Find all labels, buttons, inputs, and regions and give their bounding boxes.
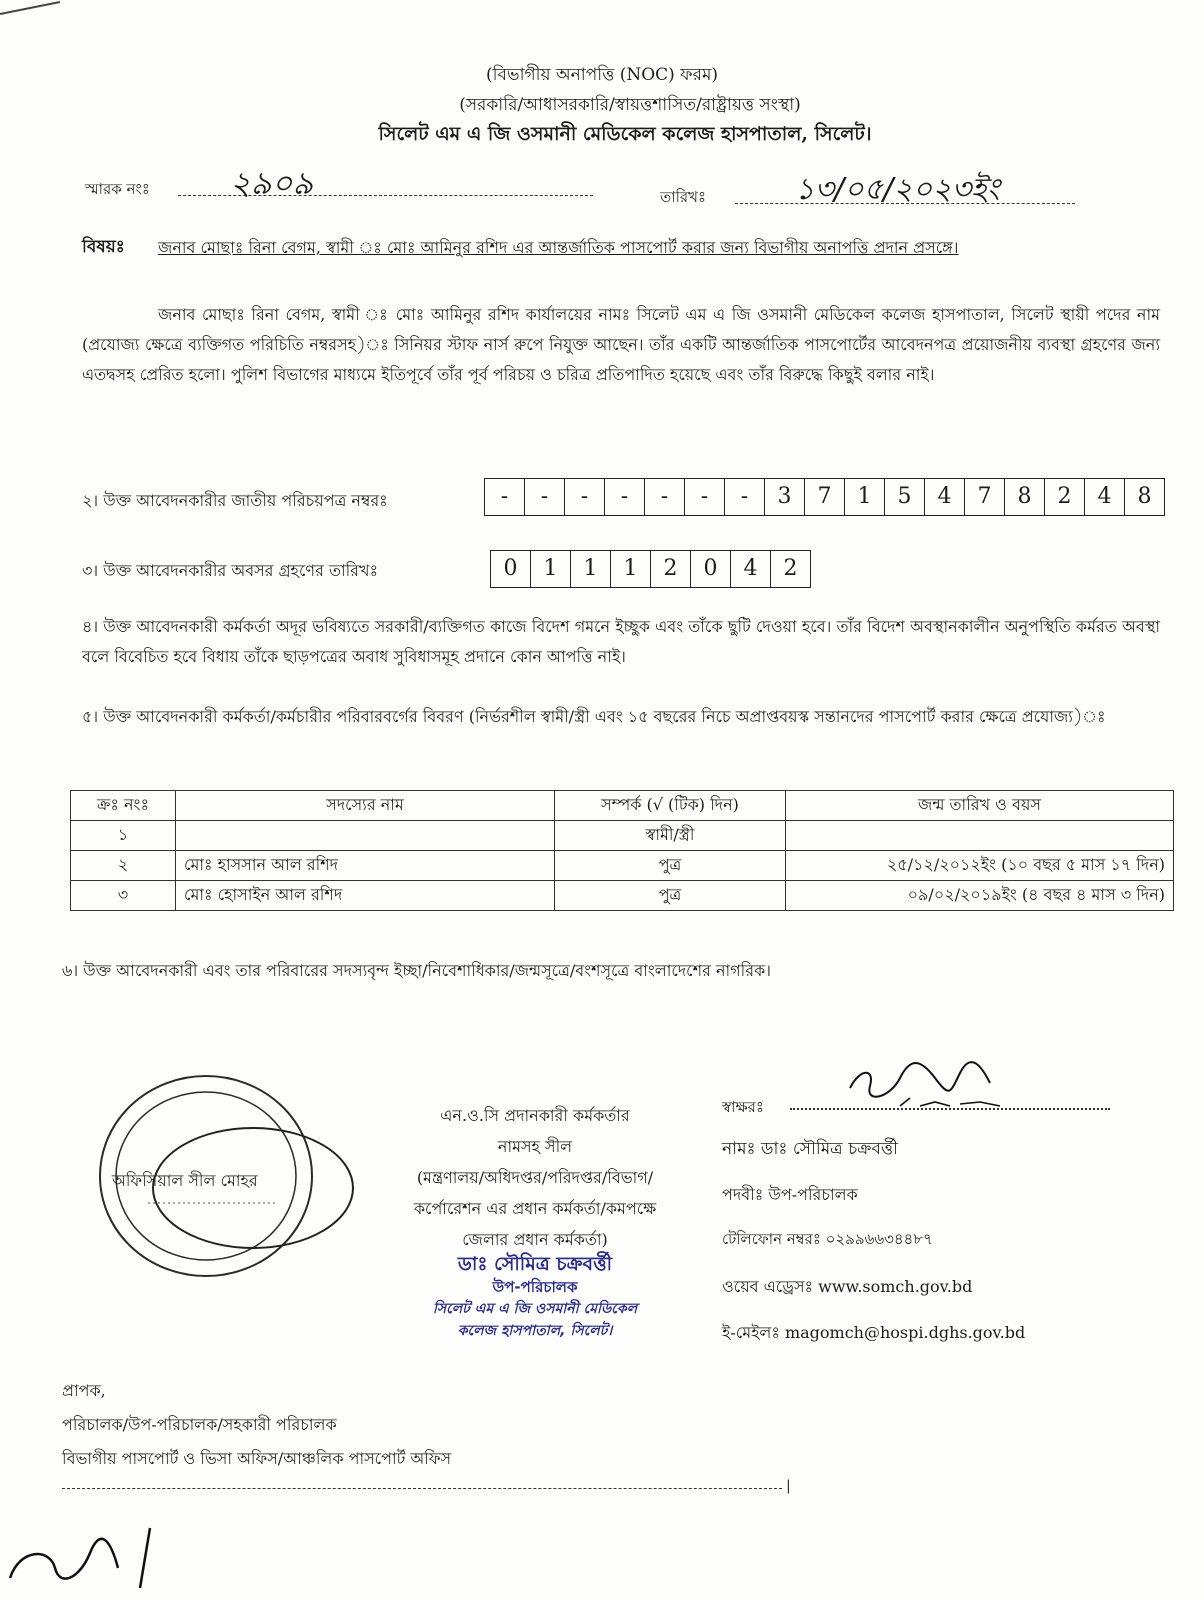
stamp-institution: সিলেট এম এ জি ওসমানী মেডিকেল: [432, 1301, 638, 1317]
retire-digit: 1: [570, 550, 610, 588]
handwritten-note-icon: [0, 1508, 200, 1600]
stamp-name: ডাঃ সৌমিত্র চক্রবর্ত্তী: [457, 1253, 613, 1275]
subject-text: জনাব মোছাঃ রিনা বেগম, স্বামী ঃ মোঃ আমিনুর রশিদ এর আন্তর্জাতিক পাসপোর্ট করার জন্য বিভাগীয় অনাপত্তি প্রদান প্রসঙ্গে।: [158, 238, 959, 257]
family-table: [70, 790, 1174, 911]
retire-digit: 4: [730, 550, 770, 588]
nid-label: ২। উক্ত আবেদনকারীর জাতীয় পরিচয়পত্র নম্বরঃ: [82, 491, 388, 510]
nid-digit: 2: [1044, 478, 1084, 516]
noc-officer-line: এন.ও.সি প্রদানকারী কর্মকর্তার: [440, 1106, 630, 1125]
nid-digit: 8: [1124, 478, 1165, 516]
table-header: সদস্যের নাম: [176, 791, 555, 821]
nid-digit: 4: [1084, 478, 1124, 516]
table-row: [71, 851, 1174, 881]
item-4: ৪। উক্ত আবেদনকারী কর্মকর্তা অদূর ভবিষ্যতে সরকারী/ব্যক্তিগত কাজে বিদেশ গমনে ইচ্ছুক এবং তাঁকে ছুটি দেওয়া হবে। তাঁর বিদেশ অবস্থানকালীন অনুপস্থিতি কর্মরত অবস্থা বলে বিবেচিত হবে বিধায় তাঁকে ছাড়পত্রের অবাধ সুবিধাসমূহ প্রদানে কোন আপত্তি নাই।: [82, 617, 1160, 666]
table-header: সম্পর্ক (√ (টিক) দিন): [555, 791, 786, 821]
nid-digit: -: [564, 478, 604, 516]
recipient-label: প্রাপক,: [62, 1381, 106, 1400]
signatory-designation: পদবীঃ উপ-পরিচালক: [722, 1185, 858, 1204]
nid-digit: -: [644, 478, 684, 516]
stamp-institution-2: কলেজ হাসপাতাল, সিলেট।: [457, 1323, 613, 1339]
retire-digit: 2: [650, 550, 690, 588]
table-cell: ১: [71, 821, 176, 851]
date-value: ১৩/০৫/২০২৩ইং: [795, 172, 1000, 207]
nid-digit: 3: [764, 478, 804, 516]
retire-digit: 1: [610, 550, 650, 588]
memo-label: স্মারক নংঃ: [85, 180, 150, 198]
nid-digit: 7: [804, 478, 844, 516]
recipient-line-2: বিভাগীয় পাসপোর্ট ও ভিসা অফিস/আঞ্চলিক পাসপোর্ট অফিস: [62, 1449, 452, 1468]
table-cell: [176, 821, 555, 851]
table-cell: পুত্র: [555, 851, 786, 881]
recipient-line-1: পরিচালক/উপ-পরিচালক/সহকারী পরিচালক: [62, 1415, 337, 1434]
table-header-row: [71, 791, 1174, 821]
table-header: ক্রঃ নংঃ: [71, 791, 176, 821]
retire-digit: 0: [490, 550, 530, 588]
date-label: তারিখঃ: [660, 188, 706, 206]
name-stamp: [380, 1252, 690, 1342]
body-paragraph: জনাব মোছাঃ রিনা বেগম, স্বামী ঃ মোঃ আমিনুর রশিদ কার্যালয়ের নামঃ সিলেট এম এ জি ওসমানী মেডিকেল কলেজ হাসপাতাল, সিলেট স্থায়ী পদের নাম (প্রযোজ্য ক্ষেত্রে ব্যক্তিগত পরিচিতি নম্বরসহ)ঃ সিনিয়র স্টাফ নার্স রুপে নিযুক্ত আছেন। তাঁর একটি আন্তর্জাতিক পাসপোর্টের আবেদনপত্র প্রয়োজনীয় ব্যবস্থা গ্রহণের জন্য এতদ্বসহ প্রেরিত হলো। পুলিশ বিভাগের মাধ্যমে ইতিপূর্বে তাঁর পূর্ব পরিচয় ও চরিত্র প্রতিপাদিত হয়েছে এবং তাঁর বিরুদ্ধে কিছুই বলার নাই।: [82, 305, 1160, 384]
nid-digit: 4: [924, 478, 964, 516]
retire-boxes: [490, 550, 811, 588]
retire-label: ৩। উক্ত আবেদনকারীর অবসর গ্রহণের তারিখঃ: [82, 561, 379, 580]
table-row: [71, 881, 1174, 911]
scan-mark: [0, 0, 80, 20]
noc-officer-line: নামসহ সীল: [497, 1137, 573, 1156]
table-header: জন্ম তারিখ ও বয়স: [786, 791, 1174, 821]
nid-digit: -: [604, 478, 644, 516]
nid-digit: 5: [884, 478, 924, 516]
signatory-name: নামঃ ডাঃ সৌমিত্র চক্রবর্ত্তী: [722, 1139, 898, 1159]
table-cell: ৩: [71, 881, 176, 911]
table-cell: ২: [71, 851, 176, 881]
item-5: ৫। উক্ত আবেদনকারী কর্মকর্তা/কর্মচারীর পরিবারবর্গের বিবরণ (নির্ভরশীল স্বামী/স্ত্রী এবং ১৫ বছরের নিচে অপ্রাপ্তবয়স্ক সন্তানদের পাসপোর্ট করার ক্ষেত্রে প্রযোজ্য)ঃ: [82, 707, 1106, 726]
nid-digit: -: [724, 478, 764, 516]
seal-label: অফিসিয়াল সীল মোহর: [112, 1171, 258, 1190]
form-title: (বিভাগীয় অনাপত্তি (NOC) ফরম): [485, 65, 719, 85]
signatory-web: ওয়েব এড্রেসঃ www.somch.gov.bd: [722, 1277, 973, 1296]
noc-officer-line: জেলার প্রধান কর্মকর্তা): [462, 1230, 608, 1249]
line-end-mark: |: [786, 1478, 791, 1494]
table-cell: মোঃ হাসসান আল রশিদ: [176, 851, 555, 881]
institution-name: সিলেট এম এ জি ওসমানী মেডিকেল কলেজ হাসপাতাল, সিলেট।: [378, 123, 872, 145]
table-cell: ০৯/০২/২০১৯ইং (৪ বছর ৪ মাস ৩ দিন): [786, 881, 1174, 911]
nid-digit: -: [484, 478, 524, 516]
table-cell: [786, 821, 1174, 851]
table-row: [71, 821, 1174, 851]
recipient-line: [62, 1488, 782, 1489]
stamp-designation: উপ-পরিচালক: [492, 1278, 578, 1296]
nid-boxes: [484, 478, 1165, 516]
nid-digit: -: [684, 478, 724, 516]
retire-digit: 0: [690, 550, 730, 588]
table-cell: স্বামী/স্ত্রী: [555, 821, 786, 851]
nid-digit: -: [524, 478, 564, 516]
subject-label: বিষয়ঃ: [82, 237, 125, 257]
noc-officer-block: [365, 1100, 705, 1255]
handwritten-signature-icon: [840, 1048, 1020, 1118]
form-subtitle: (সরকারি/আধাসরকারি/স্বায়ত্তশাসিত/রাষ্ট্রায়ত্ত সংস্থা): [459, 95, 801, 115]
retire-digit: 1: [530, 550, 570, 588]
table-cell: ২৫/১২/২০১২ইং (১০ বছর ৫ মাস ১৭ দিন): [786, 851, 1174, 881]
noc-officer-line: (মন্ত্রণালয়/অধিদপ্তর/পরিদপ্তর/বিভাগ/: [416, 1168, 654, 1187]
nid-digit: 7: [964, 478, 1004, 516]
noc-officer-line: কর্পোরেশন এর প্রধান কর্মকর্তা/কমপক্ষে: [413, 1199, 657, 1218]
item-6: ৬। উক্ত আবেদনকারী এবং তার পরিবারের সদস্যবৃন্দ ইচ্ছা/নিবেশাধিকার/জন্মসূত্রে/বংশসূত্রে বাংলাদেশের নাগরিক।: [62, 961, 771, 980]
signatory-phone: টেলিফোন নম্বরঃ ০২৯৯৬৬৩৪৪৮৭: [722, 1230, 933, 1248]
table-cell: মোঃ হোসাইন আল রশিদ: [176, 881, 555, 911]
nid-digit: 8: [1004, 478, 1044, 516]
memo-number: ২৯০৯: [230, 164, 314, 202]
table-cell: পুত্র: [555, 881, 786, 911]
retire-digit: 2: [770, 550, 811, 588]
nid-digit: 1: [844, 478, 884, 516]
signature-label: স্বাক্ষরঃ: [722, 1098, 764, 1116]
signatory-email: ই-মেইলঃ magomch@hospi.dghs.gov.bd: [722, 1323, 1026, 1342]
